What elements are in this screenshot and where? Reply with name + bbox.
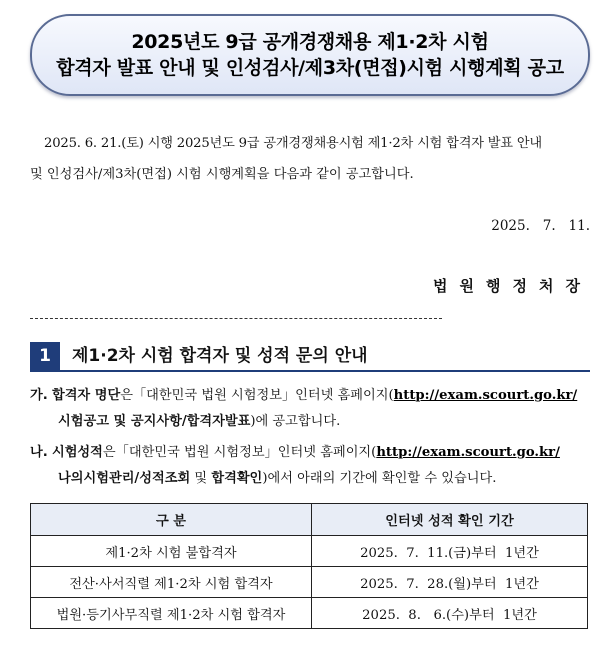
intro-line-1: 2025. 6. 21.(토) 시행 2025년도 9급 공개경쟁채용시험 제1·2차 시험 합격자 발표 안내 bbox=[44, 136, 542, 151]
intro-paragraph bbox=[30, 128, 592, 190]
score-period-table bbox=[30, 503, 588, 629]
item-b-line-1 bbox=[30, 444, 592, 462]
title-banner bbox=[30, 14, 590, 96]
table-header-row bbox=[31, 504, 588, 536]
cell-category: 제1·2차 시험 불합격자 bbox=[31, 536, 312, 567]
item-b-path-1: 나의시험관리/성적조회 bbox=[58, 471, 191, 486]
item-a-path: 시험공고 및 공지사항/합격자발표 bbox=[58, 414, 251, 429]
dashed-divider bbox=[30, 318, 442, 319]
cell-period: 2025. 7. 28.(월)부터 1년간 bbox=[312, 567, 588, 598]
item-b-path-2: 합격확인 bbox=[211, 471, 263, 486]
item-a-text: 은「대한민국 법원 시험정보」인터넷 홈페이지( bbox=[120, 388, 394, 403]
cell-period: 2025. 8. 6.(수)부터 1년간 bbox=[312, 598, 588, 629]
item-a-text-end: )에 공고합니다. bbox=[250, 414, 341, 429]
item-a-label: 합격자 명단 bbox=[51, 388, 121, 403]
cell-period: 2025. 7. 11.(금)부터 1년간 bbox=[312, 536, 588, 567]
item-b-marker: 나. bbox=[30, 445, 48, 460]
item-a-line-2 bbox=[58, 413, 616, 431]
exam-site-link-b[interactable]: http://exam.scourt.go.kr/ bbox=[376, 445, 560, 460]
title-line-2: 합격자 발표 안내 및 인성검사/제3차(면접)시험 시행계획 공고 bbox=[56, 57, 564, 79]
table-row bbox=[31, 567, 588, 598]
item-b-line-2 bbox=[58, 470, 616, 488]
section-number: 1 bbox=[30, 342, 60, 370]
title-line-1: 2025년도 9급 공개경쟁채용 제1·2차 시험 bbox=[131, 31, 489, 53]
header-period: 인터넷 성적 확인 기간 bbox=[312, 504, 588, 536]
cell-category: 전산·사서직렬 제1·2차 시험 합격자 bbox=[31, 567, 312, 598]
table-row bbox=[31, 598, 588, 629]
item-b-label: 시험성적 bbox=[51, 445, 103, 460]
item-a-marker: 가. bbox=[30, 388, 48, 403]
item-b-text-end: )에서 아래의 기간에 확인할 수 있습니다. bbox=[262, 471, 497, 486]
item-b-text: 은「대한민국 법원 시험정보」인터넷 홈페이지( bbox=[102, 445, 377, 460]
item-b-and: 및 bbox=[190, 471, 212, 486]
issuing-organization: 법원행정처장 bbox=[433, 277, 592, 295]
announcement-date: 2025. 7. 11. bbox=[491, 218, 590, 234]
table-row bbox=[31, 536, 588, 567]
exam-site-link-a[interactable]: http://exam.scourt.go.kr/ bbox=[393, 388, 578, 403]
cell-category: 법원·등기사무직렬 제1·2차 시험 합격자 bbox=[31, 598, 312, 629]
intro-line-2: 및 인성검사/제3차(면접) 시험 시행계획을 다음과 같이 공고합니다. bbox=[30, 167, 414, 182]
item-a-line-1 bbox=[30, 387, 592, 405]
header-category: 구 분 bbox=[31, 504, 312, 536]
section-header-1 bbox=[30, 342, 590, 372]
section-title: 제1·2차 시험 합격자 및 성적 문의 안내 bbox=[72, 346, 368, 366]
